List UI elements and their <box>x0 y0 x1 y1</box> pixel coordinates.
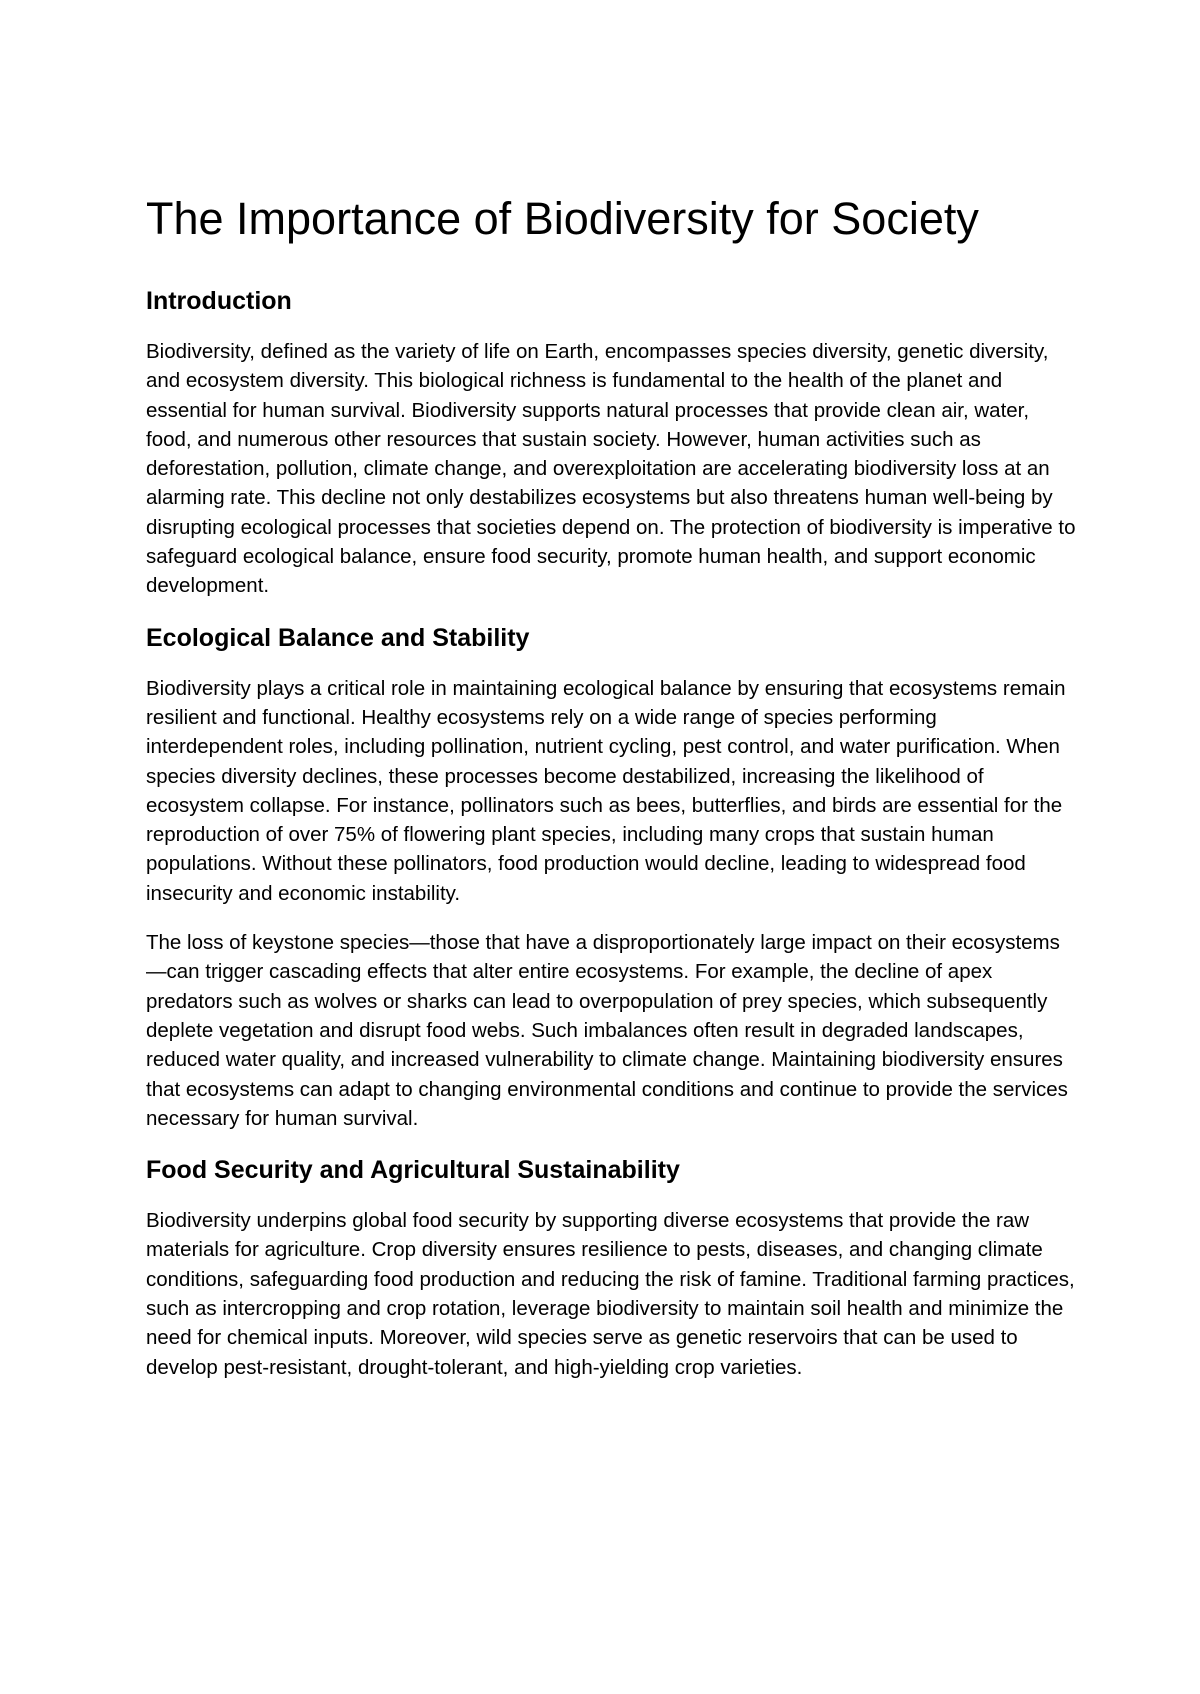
document-title: The Importance of Biodiversity for Society <box>146 193 979 244</box>
paragraph: Biodiversity underpins global food security by supporting diverse ecosystems that provide the raw materials for agriculture. Crop diversity ensures resilience to pests, diseases, and changing climate conditions, safeguarding food production and reducing the risk of famine. Traditional farming practices, such as intercropping and crop rotation, leverage biodiversity to maintain soil health and minimize the need for chemical inputs. Moreover, wild species serve as genetic reservoirs that can be used to develop pest-resistant, drought-tolerant, and high-yielding crop varieties. <box>146 1209 1075 1379</box>
section-ecological-balance <box>146 621 1076 1133</box>
paragraph: Biodiversity plays a critical role in maintaining ecological balance by ensuring that ecosystems remain resilient and functional. Healthy ecosystems rely on a wide range of species performing interdependent roles, including pollination, nutrient cycling, pest control, and water purification. When species diversity declines, these processes become destabilized, increasing the likelihood of ecosystem collapse. For instance, pollinators such as bees, butterflies, and birds are essential for the reproduction of over 75% of flowering plant species, including many crops that sustain human populations. Without these pollinators, food production would decline, leading to widespread food insecurity and economic instability. <box>146 676 1066 905</box>
paragraph: Biodiversity, defined as the variety of life on Earth, encompasses species diversity, genetic diversity, and ecosystem diversity. This biological richness is fundamental to the health of the planet and essential for human survival. Biodiversity supports natural processes that provide clean air, water, food, and numerous other resources that sustain society. However, human activities such as deforestation, pollution, climate change, and overexploitation are accelerating biodiversity loss at an alarming rate. This decline not only destabilizes ecosystems but also threatens human well-being by disrupting ecological processes that societies depend on. The protection of biodiversity is imperative to safeguard ecological balance, ensure food security, promote human health, and support economic development. <box>146 340 1076 598</box>
section-introduction <box>146 284 1076 601</box>
section-food-security <box>146 1153 1076 1382</box>
section-heading: Introduction <box>146 287 292 315</box>
document-page <box>146 188 1076 1402</box>
paragraph: The loss of keystone species—those that have a disproportionately large impact on their ecosystems—can trigger cascading effects that alter entire ecosystems. For example, the decline of apex predators such as wolves or sharks can lead to overpopulation of prey species, which subsequently deplete vegetation and disrupt food webs. Such imbalances often result in degraded landscapes, reduced water quality, and increased vulnerability to climate change. Maintaining biodiversity ensures that ecosystems can adapt to changing environmental conditions and continue to provide the services necessary for human survival. <box>146 931 1068 1130</box>
section-heading: Ecological Balance and Stability <box>146 623 530 652</box>
section-heading: Food Security and Agricultural Sustainability <box>146 1156 680 1185</box>
